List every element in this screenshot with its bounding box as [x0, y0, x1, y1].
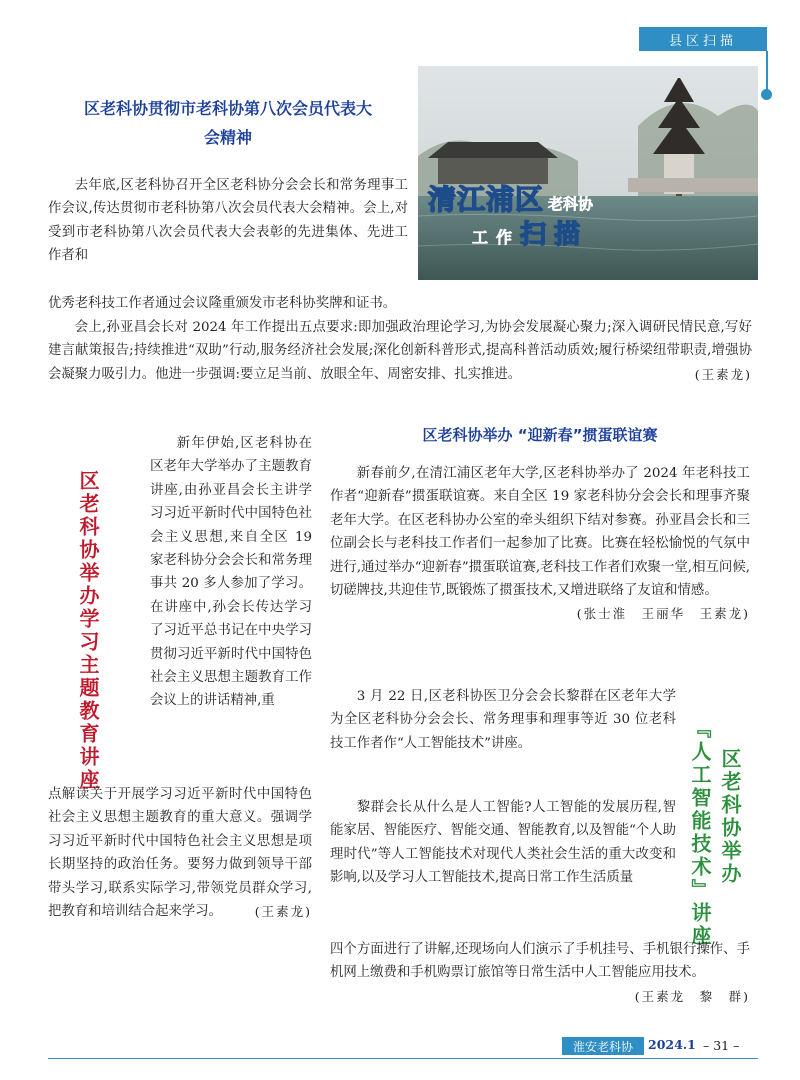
article2-para1: 新年伊始,区老科协在区老年大学举办了主题教育讲座,由孙亚昌会长主讲学习习近平新时代中国特色社会主义思想,来自全区 19 家老科协分会会长和常务理事共 20 多人参加了学习。在讲座中,孙会长传达学习了习近平总书记在中央学习贯彻习近平新时代中国特色社会主义思想主题教育工作会议上的讲话精神,重 [150, 436, 312, 709]
photo-overlay-title [428, 178, 594, 250]
article3-para1 [330, 462, 750, 626]
article4-para2-end-text: 四个方面进行了讲解,还现场向人们演示了手机挂号、手机银行操作、手机网上缴费和手机购票订旅馆等日常生活中人工智能应用技术。 [330, 942, 750, 981]
article1-author: (王素龙) [694, 366, 752, 382]
article1-para1-text: 去年底,区老科协召开全区老科协分会会长和常务理事工作会议,传达贯彻市老科协第八次会员代表大会精神。会上,对受到市老科协第八次会员代表大会表彰的先进集体、先进工作者和 [48, 178, 408, 264]
article3-title: 区老科协举办 “迎新春”掼蛋联谊赛 [422, 426, 658, 444]
article4-para2-end [330, 938, 750, 1008]
article2-author: (王素龙) [254, 904, 312, 920]
article1-para1 [48, 174, 408, 268]
photo-title-main: 清江浦区 [428, 183, 545, 216]
footer-issue: 2024.1 [648, 1037, 696, 1052]
article1-title: 区老科协贯彻市老科协第八次会员代表大会精神 [83, 99, 372, 147]
article1-para2 [48, 316, 752, 386]
section-tag: 县区扫描 [639, 27, 767, 51]
article4-author: (王素龙 黎 群) [634, 988, 750, 1004]
article2-para1-end [48, 783, 312, 923]
article4-title-line2: 『人工智能技术』讲座 [688, 718, 712, 948]
article1-para1-end: 优秀老科技工作者通过会议隆重颁发市老科协奖牌和证书。 [48, 296, 397, 311]
article3-author: (张士淮 王丽华 王素龙) [576, 606, 750, 622]
photo-title-org: 老科协 [548, 195, 594, 213]
footer-rule [48, 1058, 758, 1059]
article2-title: 区老科协举办学习主题教育讲座 [76, 470, 100, 792]
article2-para1-end-text: 点解读关于开展学习习近平新时代中国特色社会主义思想主题教育的重大意义。强调学习习近平新时代中国特色社会主义思想是项长期坚持的政治任务。要努力做到领导干部带头学习,联系实际学习,带领党员群众学习,把教育和培训结合起来学习。 [48, 787, 312, 920]
article1-para2-text: 会上,孙亚昌会长对 2024 年工作提出五点要求:即加强政治理论学习,为协会发展凝心聚力;深入调研民情民意,写好建言献策报告;持续推进“双助”行动,服务经济社会发展;深化创新科普形式,提高科普活动质效;履行桥梁纽带职责,增强协会凝聚力吸引力。他进一步强调:要立足当前、放眼全年、周密安排、扎实推进。 [48, 320, 752, 382]
article3-para1-text: 新春前夕,在清江浦区老年大学,区老科协举办了 2024 年老科技工作者“迎新春”掼蛋联谊赛。来自全区 19 家老科协分会会长和理事齐聚老年大学。在区老科协办公室的牵头组织下结对参赛。孙亚昌会长和三位副会长与老科技工作者们一起参加了比赛。比赛在轻松愉悦的气氛中进行,通过举办“迎新春”掼蛋联谊赛,老科技工作者们欢聚一堂,相互问候,切磋牌技,共迎佳节,既锻炼了掼蛋技术,又增进联络了友谊和情感。 [330, 466, 750, 599]
photo-title-sub [472, 214, 588, 251]
page-number: – 31 – [703, 1038, 740, 1053]
footer-magazine: 淮安老科协 [562, 1037, 644, 1055]
decorative-dot [761, 89, 772, 100]
article4-para2: 黎群会长从什么是人工智能?人工智能的发展历程,智能家居、智能医疗、智能交通、智能教育,以及智能“个人助理时代”等人工智能技术对现代人类社会生活的重大改变和影响,以及学习人工智能技术,提高日常工作生活质量 [330, 800, 676, 886]
photo-title-work: 工作 [472, 228, 521, 247]
photo-title-scan: 扫描 [520, 220, 589, 250]
article4-para1: 3 月 22 日,区老科协医卫分会会长黎群在区老年大学为全区老科协分会会长、常务理事和理事等近 30 位老科技工作者作“人工智能技术”讲座。 [330, 689, 676, 751]
pavilion-photo [418, 66, 758, 280]
article4-title-line1: 区老科协举办 [718, 748, 742, 886]
